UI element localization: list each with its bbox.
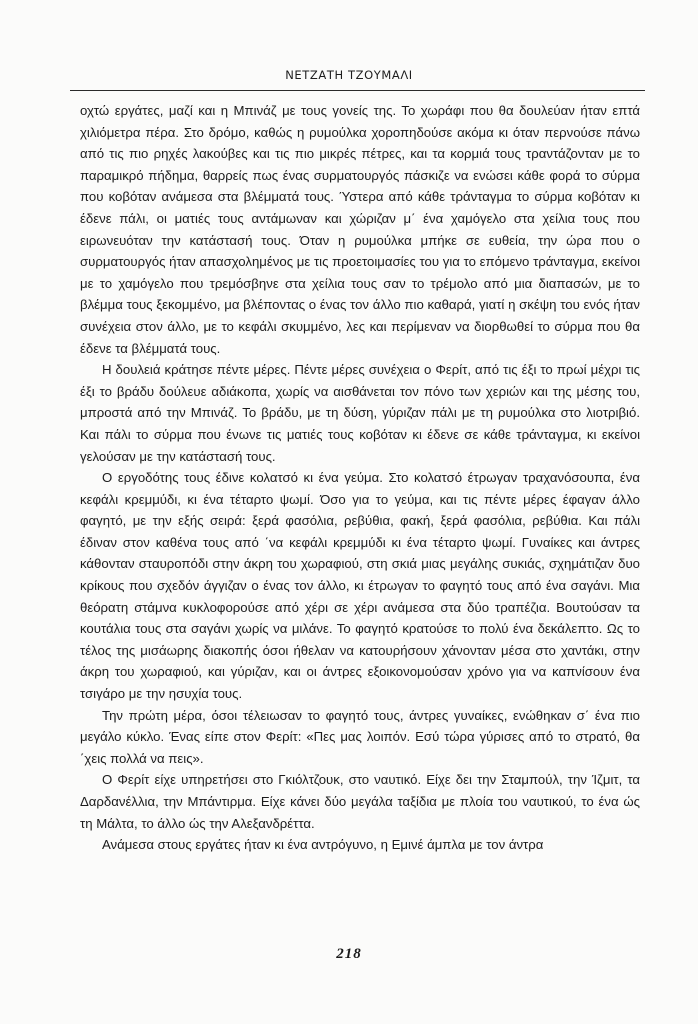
paragraph: Η δουλειά κράτησε πέντε μέρες. Πέντε μέρες συνέχεια ο Φερίτ, από τις έξι το πρωί μέχρι τις έξι το βράδυ δούλευε αδιάκοπα, χωρίς να αισθάνεται τον πόνο των χεριών και της μέσης του, μπροστά από την Μπινάζ. Το βράδυ, με τη δύση, γύριζαν πάλι με τη ρυμούλκα στο λιοτριβιό. Και πάλι το σύρμα που ένωνε τις ματιές τους κοβόταν κι έδενε σε κάθε τράνταγμα, κι εκείνοι γελούσαν με την κατάστασή τους. [80, 362, 640, 464]
running-head: ΝΕΤΖΑΤΗ ΤΖΟΥΜΑΛΙ [285, 68, 413, 82]
page-number: 218 [336, 946, 362, 962]
paragraph: Ανάμεσα στους εργάτες ήταν κι ένα αντρόγυνο, η Εμινέ άμπλα με τον άντρα [102, 837, 544, 853]
paragraph: οχτώ εργάτες, μαζί και η Μπινάζ με τους γονείς της. Το χωράφι που θα δουλεύαν ήταν επτά χιλιόμετρα πέρα. Στο δρόμο, καθώς η ρυμούλκα χοροπηδούσε ακόμα κι όταν περνούσε πάνω από τις πιο ρηχές λακούβες και τις πιο μικρές πέτρες, και τα κορμιά τους τραντάζονταν με το παραμικρό πήδημα, θαρρείς πως ένας συρματουργός πάσκιζε να ενώσει κάθε φορά το σύρμα που κοβόταν ανάμεσα στα βλέμματά τους. Ύστερα από κάθε τράνταγμα το σύρμα κοβόταν κι έδενε πάλι, οι ματιές τους αντάμωναν και χώριζαν μ΄ ένα χαμόγελο στα χείλια τους που ειρωνευόταν την κατάστασή τους. Όταν η ρυμούλκα μπήκε σε ευθεία, την ώρα που ο συρματουργός ήταν απασχολημένος με τις προετοιμασίες του για το επόμενο τράνταγμα, εκείνοι με το χαμόγελο που τρεμόσβηνε στα χείλια τους σαν το τρέμολο από μια διαπασών, με το βλέμμα τους ξεκομμένο, μα βλέποντας ο ένας τον άλλο πιο καθαρά, γιατί η σκέψη του ενός ήταν συνέχεια στον άλλο, με το κεφάλι σκυμμένο, λες και περίμεναν να διορθωθεί το σύρμα που θα έδενε τα βλέμματά τους. [80, 103, 640, 356]
paragraph: Ο Φερίτ είχε υπηρετήσει στο Γκιόλτζουκ, στο ναυτικό. Είχε δει την Σταμπούλ, την Ίζμιτ, τα Δαρδανέλλια, την Μπάντιρμα. Είχε κάνει δύο μεγάλα ταξίδια με πλοία του ναυτικού, το ένα ώς τη Μάλτα, το άλλο ώς την Αλεξανδρέττα. [80, 772, 640, 831]
paragraph: Ο εργοδότης τους έδινε κολατσό κι ένα γεύμα. Στο κολατσό έτρωγαν τραχανόσουπα, ένα κεφάλι κρεμμύδι, κι ένα τέταρτο ψωμί. Όσο για το γεύμα, και τις πέντε μέρες έφαγαν άλλο φαγητό, με την εξής σειρά: ξερά φασόλια, ρεβύθια, φακή, ξερά φασόλια, ρεβύθια. Και πάλι έδιναν στον καθένα τους από ΄να κεφάλι κρεμμύδι κι ένα τέταρτο ψωμί. Γυναίκες και άντρες κάθονταν σταυροπόδι στην άκρη του χωραφιού, στη σκιά μιας μεγάλης συκιάς, σχημάτιζαν δυο κρίκους που σχεδόν άγγιζαν ο ένας τον άλλο, κι έτρωγαν το φαγητό τους από ένα σαγάνι. Μια θεόρατη στάμνα κυκλοφορούσε από χέρι σε χέρι ανάμεσα στα δύο τραπέζια. Βουτούσαν τα κουτάλια τους στα σαγάνι χωρίς να μιλάνε. Το φαγητό κρατούσε το πολύ ένα δεκάλεπτο. Ως το τέλος της μισάωρης διακοπής όσοι ήθελαν να κατουρήσουν χάνονταν μέσα στο χαντάκι, στην άκρη του χωραφιού, και γύριζαν, και οι άντρες εξοικονομούσαν χρόνο για να καπνίσουν ένα τσιγάρο με την ησυχία τους. [80, 470, 640, 702]
paragraph: Την πρώτη μέρα, όσοι τέλειωσαν το φαγητό τους, άντρες γυναίκες, ενώθηκαν σ΄ ένα πιο μεγάλο κύκλο. Ένας είπε στον Φερίτ: «Πες μας λοιπόν. Εσύ τώρα γύρισες από το στρατό, θα ΄χεις πολλά να πεις». [80, 707, 640, 766]
body-text [80, 100, 640, 856]
header-rule [70, 90, 645, 91]
